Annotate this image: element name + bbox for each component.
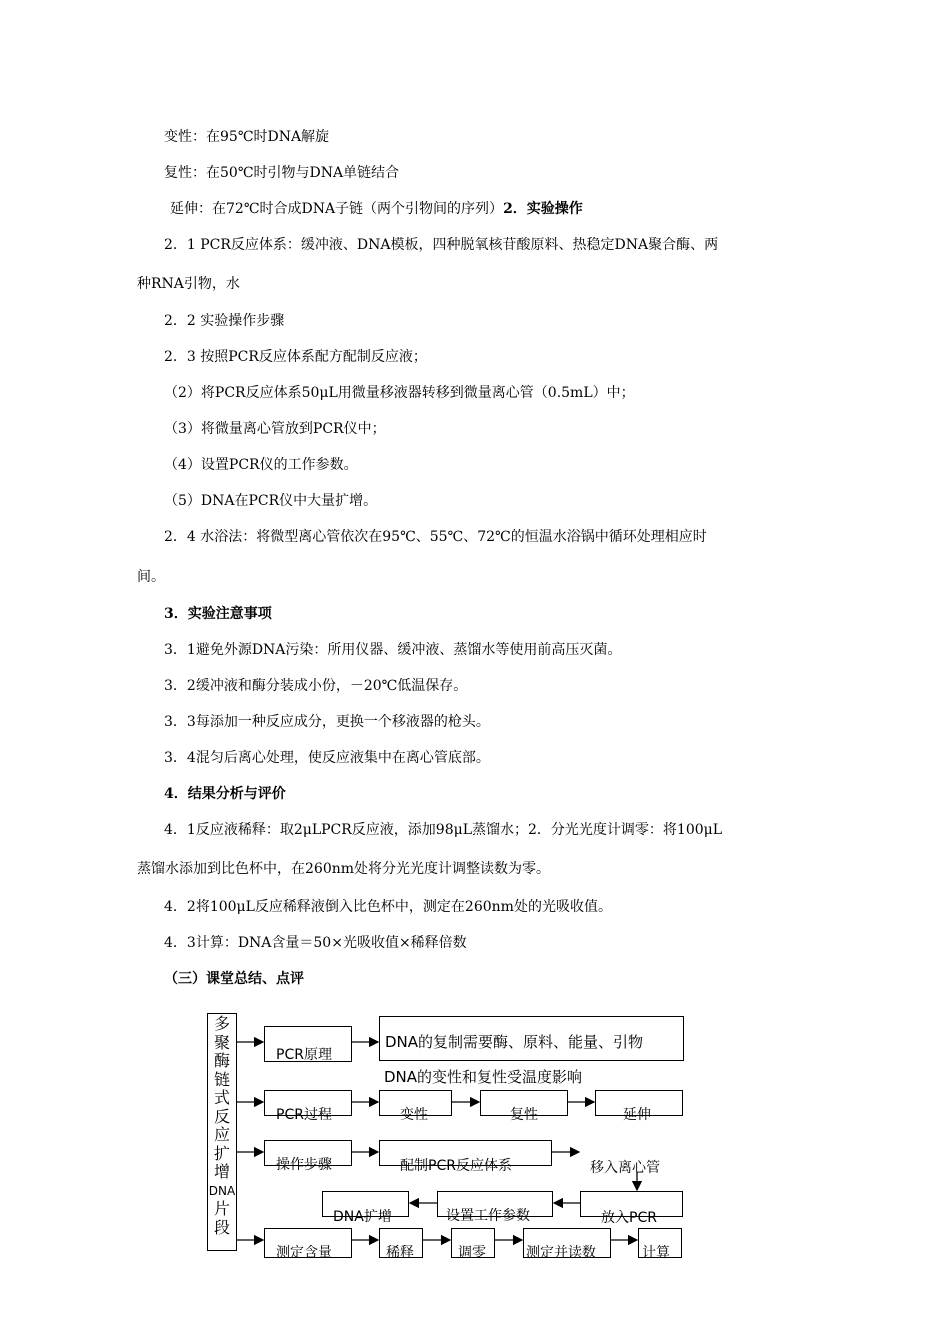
text-line-17: 3．4混匀后离心处理，使反应液集中在离心管底部。	[164, 750, 490, 766]
section-heading-3: 3．实验注意事项	[164, 606, 272, 622]
root-char: 片	[213, 1199, 230, 1218]
root-char: 增	[213, 1162, 230, 1181]
text-line-21: 4．3计算：DNA含量＝50×光吸收值×稀释倍数	[164, 935, 467, 951]
text-line-4: 2．1 PCR反应体系：缓冲液、DNA模板，四种脱氧核苷酸原料、热稳定DNA聚合酶、两	[164, 237, 719, 253]
text-line-18: 4．1反应液稀释：取2μLPCR反应液，添加98μL蒸馏水；2．分光光度计调零：将100μL	[164, 822, 723, 838]
root-char: 应	[213, 1125, 230, 1144]
text-line-15: 3．2缓冲液和酶分装成小份，－20℃低温保存。	[164, 678, 468, 694]
text-line-3-normal: 延伸：在72℃时合成DNA子链（两个引物间的序列）	[170, 201, 504, 217]
box-label: PCR过程	[276, 1107, 332, 1123]
box-label: 变性	[400, 1107, 428, 1123]
box-label: 计算	[642, 1245, 670, 1261]
box-label: 测定并读数	[526, 1245, 596, 1261]
text-line-9: （3）将微量离心管放到PCR仪中；	[164, 421, 386, 437]
text-line-16: 3．3每添加一种反应成分，更换一个移液器的枪头。	[164, 714, 490, 730]
transfer-label: 移入离心管	[590, 1160, 660, 1176]
root-char: 扩	[213, 1143, 230, 1163]
text-line-19: 蒸馏水添加到比色杯中，在260nm处将分光光度计调整读数为零。	[137, 861, 551, 877]
root-char: 链	[213, 1069, 230, 1089]
text-line-20: 4．2将100μL反应稀释液倒入比色杯中，测定在260nm处的光吸收值。	[164, 899, 612, 915]
box-label: 复性	[510, 1107, 538, 1123]
root-char: 反	[213, 1106, 230, 1126]
text-line-11: （5）DNA在PCR仪中大量扩增。	[164, 493, 378, 509]
text-line-8: （2）将PCR反应体系50μL用微量移液器转移到微量离心管（0.5mL）中；	[164, 385, 635, 401]
root-char: 多	[213, 1014, 230, 1033]
box-label: DNA的复制需要酶、原料、能量、引物	[385, 1033, 644, 1051]
root-char: 酶	[213, 1051, 230, 1070]
box-label: 配制PCR反应体系	[400, 1158, 512, 1174]
root-char: 式	[213, 1088, 230, 1107]
root-char: DNA	[208, 1183, 236, 1198]
text-line-2: 复性：在50℃时引物与DNA单链结合	[164, 165, 400, 181]
text-line-10: （4）设置PCR仪的工作参数。	[164, 457, 358, 473]
box-label: 调零	[458, 1245, 486, 1261]
principle-detail-2: DNA的变性和复性受温度影响	[384, 1068, 583, 1086]
box-label: 放入PCR	[601, 1210, 657, 1226]
section-heading-summary: （三）课堂总结、点评	[164, 971, 304, 987]
section-heading-2: 2．实验操作	[503, 201, 583, 217]
text-line-6: 2．2 实验操作步骤	[164, 313, 285, 329]
text-line-5: 种RNA引物，水	[137, 276, 240, 292]
box-label: 延伸	[623, 1107, 651, 1123]
section-heading-4: 4．结果分析与评价	[164, 786, 286, 802]
box-label: 操作步骤	[276, 1157, 332, 1173]
text-line-12: 2．4 水浴法：将微型离心管依次在95℃、55℃、72℃的恒温水浴锅中循环处理相应时	[164, 529, 707, 545]
text-line-13: 间。	[137, 569, 165, 585]
text-line-14: 3．1避免外源DNA污染：所用仪器、缓冲液、蒸馏水等使用前高压灭菌。	[164, 642, 622, 658]
box-label: 稀释	[386, 1245, 414, 1261]
root-char: 聚	[213, 1032, 230, 1052]
box-label: 设置工作参数	[446, 1208, 530, 1224]
root-char: 段	[213, 1217, 230, 1237]
box-label: PCR原理	[276, 1047, 332, 1063]
box-label: DNA扩增	[333, 1209, 392, 1225]
box-label: 测定含量	[276, 1245, 332, 1261]
text-line-7: 2．3 按照PCR反应体系配方配制反应液；	[164, 349, 427, 365]
text-line-1: 变性：在95℃时DNA解旋	[164, 129, 330, 145]
